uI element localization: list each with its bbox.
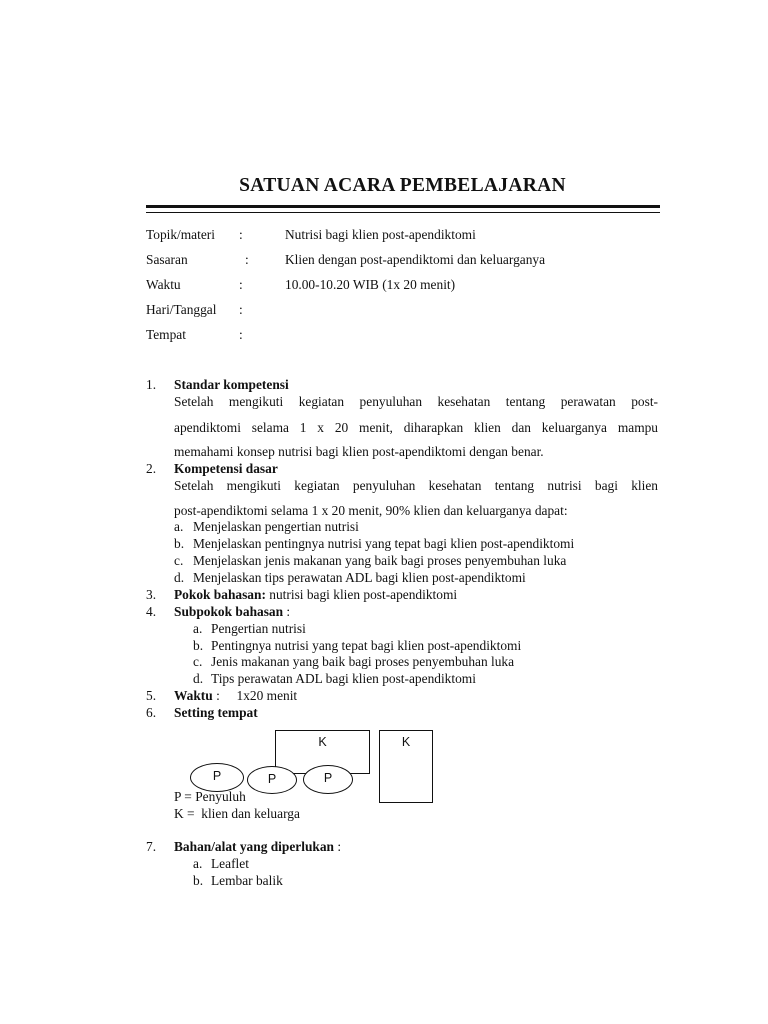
paragraph-line: Setelah mengikuti kegiatan penyuluhan kesehatan tentang nutrisi bagi klien [174,478,658,493]
section-heading: Waktu [174,688,213,703]
meta-label-topik: Topik/materi [146,227,215,242]
penyuluh-circle [303,765,353,794]
list-item-letter: c. [174,553,184,568]
penyuluh-circle [247,766,297,794]
meta-label-hari-tanggal: Hari/Tanggal [146,302,217,317]
section-heading: Kompetensi dasar [174,461,278,476]
klien-label: K [318,735,327,749]
meta-label-sasaran: Sasaran [146,252,188,267]
meta-colon: : [239,277,243,292]
legend-klien: K = klien dan keluarga [174,806,300,821]
list-item-letter: a. [174,519,184,534]
section-line [174,839,341,855]
list-item: Menjelaskan tips perawatan ADL bagi klien post-apendiktomi [193,570,526,585]
meta-value-sasaran: Klien dengan post-apendiktomi dan keluarganya [285,252,546,267]
paragraph-line: post-apendiktomi selama 1 x 20 menit, 90% klien dan keluarganya dapat: [174,503,568,518]
list-item: Jenis makanan yang baik bagi proses penyembuhan luka [211,654,515,669]
list-item-letter: b. [174,536,185,551]
section-line [174,688,297,704]
document-title: SATUAN ACARA PEMBELAJARAN [239,175,566,196]
section-line [174,587,457,603]
meta-label-tempat: Tempat [146,327,186,342]
legend-penyuluh: P = Penyuluh [174,789,246,804]
section-suffix: : [334,839,342,854]
list-item: Tips perawatan ADL bagi klien post-apendiktomi [211,671,476,686]
meta-colon: : [239,227,243,242]
section-text: : 1x20 menit [216,688,298,703]
section-number: 1. [146,377,157,392]
penyuluh-circle [190,763,244,792]
section-number: 3. [146,587,157,602]
list-item-letter: b. [193,873,204,888]
section-heading: Standar kompetensi [174,377,289,392]
klien-side-box [379,730,433,803]
list-item: Leaflet [211,856,249,871]
title-rule-thin [146,212,660,213]
list-item-letter: d. [193,671,204,686]
section-heading: Pokok bahasan: [174,587,266,602]
list-item-letter: b. [193,638,204,653]
penyuluh-label: P [323,771,333,785]
penyuluh-label: P [267,772,277,786]
section-text: nutrisi bagi klien post-apendiktomi [269,587,458,602]
list-item-letter: d. [174,570,185,585]
paragraph-line: memahami konsep nutrisi bagi klien post-apendiktomi dengan benar. [174,444,544,459]
list-item: Pentingnya nutrisi yang tepat bagi klien post-apendiktomi [211,638,522,653]
paragraph-line: Setelah mengikuti kegiatan penyuluhan kesehatan tentang perawatan post- [174,394,658,409]
list-item: Menjelaskan pengertian nutrisi [193,519,359,534]
meta-label-waktu: Waktu [146,277,181,292]
list-item-letter: a. [193,856,203,871]
meta-colon: : [245,252,249,267]
meta-value-waktu: 10.00-10.20 WIB (1x 20 menit) [285,277,456,292]
klien-label: K [401,735,411,749]
section-heading: Subpokok bahasan [174,604,284,619]
section-heading: Setting tempat [174,705,258,720]
section-suffix: : [283,604,291,619]
section-line [174,604,290,620]
section-number: 7. [146,839,157,854]
section-number: 2. [146,461,157,476]
list-item: Menjelaskan pentingnya nutrisi yang tepat bagi klien post-apendiktomi [193,536,575,551]
list-item-letter: c. [193,654,203,669]
list-item-letter: a. [193,621,203,636]
meta-colon: : [239,302,243,317]
penyuluh-label: P [212,769,222,783]
list-item: Menjelaskan jenis makanan yang baik bagi proses penyembuhan luka [193,553,567,568]
list-item: Lembar balik [211,873,283,888]
section-heading: Bahan/alat yang diperlukan [174,839,334,854]
meta-colon: : [239,327,243,342]
section-number: 5. [146,688,157,703]
paragraph-line: apendiktomi selama 1 x 20 menit, diharapkan klien dan keluarganya mampu [174,420,658,435]
meta-value-topik: Nutrisi bagi klien post-apendiktomi [285,227,476,242]
list-item: Pengertian nutrisi [211,621,306,636]
section-number: 6. [146,705,157,720]
title-rule-thick [146,205,660,208]
section-number: 4. [146,604,157,619]
